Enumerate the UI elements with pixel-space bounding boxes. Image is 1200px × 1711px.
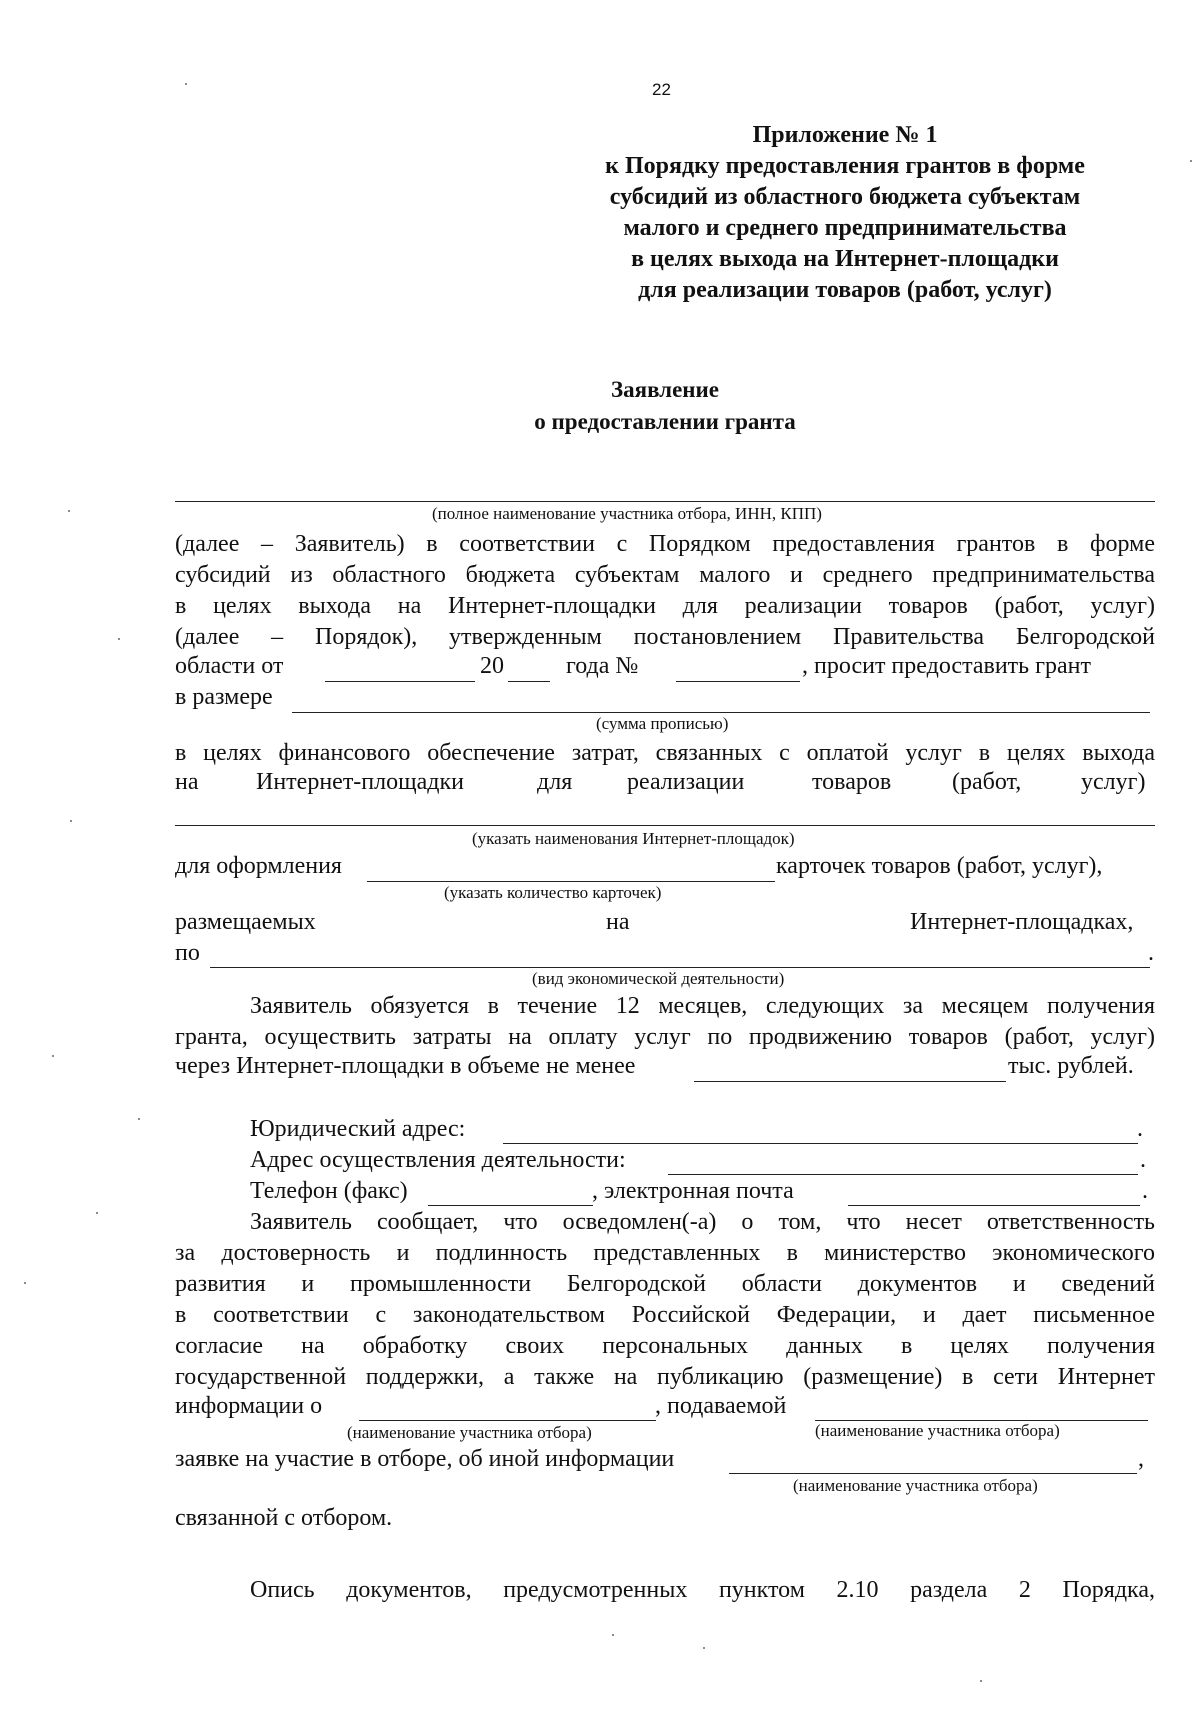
scan-speck <box>52 1055 54 1057</box>
appendix-line: субсидий из областного бюджета субъектам <box>609 184 1081 210</box>
text-fragment: области от <box>175 653 284 679</box>
activity-address-label: Адрес осуществления деятельности: <box>250 1147 626 1173</box>
legal-address-label: Юридический адрес: <box>250 1116 466 1142</box>
text-fragment: , подаваемой <box>655 1393 787 1419</box>
text-line: гранта, осуществить затраты на оплату услуг по продвижению товаров (работ, услуг) <box>175 1024 1155 1050</box>
text-fragment: связанной с отбором. <box>175 1505 393 1531</box>
activity-blank <box>210 967 1150 968</box>
text-line: в соответствии с законодательством Российской Федерации, и дает письменное <box>175 1302 1155 1328</box>
text-fragment: информации о <box>175 1393 323 1419</box>
text-line: субсидий из областного бюджета субъектам малого и среднего предпринимательства <box>175 562 1155 588</box>
page-number: 22 <box>652 80 671 99</box>
text-fragment: тыс. рублей. <box>1008 1053 1134 1079</box>
word: услуг) <box>1081 769 1146 795</box>
text-line: (далее – Заявитель) в соответствии с Порядком предоставления грантов в форме <box>175 531 1155 557</box>
text-fragment: по <box>175 940 200 966</box>
word: (работ, <box>952 769 1022 795</box>
other-info-blank <box>729 1473 1137 1474</box>
appendix-line: в целях выхода на Интернет-площадки <box>631 246 1059 272</box>
sum-blank <box>292 712 1150 713</box>
appendix-line: к Порядку предоставления грантов в форме <box>605 153 1085 179</box>
text-fragment: года № <box>566 653 639 679</box>
word: товаров <box>812 769 892 795</box>
document-title: Заявление <box>610 377 720 402</box>
text-fragment: , <box>1138 1446 1144 1472</box>
scan-speck <box>96 1212 98 1214</box>
text-fragment: на <box>606 909 630 935</box>
scan-speck <box>980 1680 982 1682</box>
text-line: государственной поддержки, а также на публикацию (размещение) в сети Интернет <box>175 1364 1155 1390</box>
text-line: развития и промышленности Белгородской области документов и сведений <box>175 1271 1155 1297</box>
text-line: Опись документов, предусмотренных пунктом 2.10 раздела 2 Порядка, <box>250 1577 1155 1603</box>
sum-caption: (сумма прописью) <box>596 714 729 733</box>
participant-name-blank <box>359 1420 656 1421</box>
platforms-blank <box>175 825 1155 826</box>
text-fragment: в размере <box>175 684 273 710</box>
scan-speck <box>138 1118 140 1120</box>
scan-speck <box>703 1647 705 1649</box>
participant-caption: (полное наименование участника отбора, ИНН, КПП) <box>432 504 822 523</box>
participant-name-caption: (наименование участника отбора) <box>793 1476 1038 1495</box>
number-blank <box>676 681 800 682</box>
text-fragment: , просит предоставить грант <box>802 653 1091 679</box>
amount-blank <box>694 1081 1006 1082</box>
cards-count-blank <box>367 881 775 882</box>
scan-speck <box>185 83 187 85</box>
scan-speck <box>1190 160 1192 162</box>
year-blank <box>508 681 550 682</box>
appendix-header <box>540 120 1150 306</box>
text-fragment: Интернет-площадках, <box>910 909 1134 935</box>
text-fragment: . <box>1140 1147 1146 1173</box>
phone-field <box>428 1205 593 1206</box>
legal-address-field <box>503 1143 1138 1144</box>
word: на <box>175 769 199 795</box>
appendix-line: для реализации товаров (работ, услуг) <box>638 277 1052 303</box>
activity-caption: (вид экономической деятельности) <box>532 969 785 988</box>
document-subtitle: о предоставлении гранта <box>534 409 796 434</box>
email-label: , электронная почта <box>592 1178 794 1204</box>
year-prefix: 20 <box>480 653 504 679</box>
participant-name-line <box>175 501 1155 502</box>
appendix-line: малого и среднего предпринимательства <box>623 215 1067 241</box>
scan-speck <box>70 820 72 822</box>
text-fragment: . <box>1148 940 1154 966</box>
text-fragment: карточек товаров (работ, услуг), <box>776 853 1103 879</box>
text-fragment: . <box>1142 1178 1148 1204</box>
word: для <box>537 769 573 795</box>
text-fragment: . <box>1137 1116 1143 1142</box>
scan-speck <box>24 1282 26 1284</box>
text-fragment: через Интернет-площадки в объеме не менее <box>175 1053 636 1079</box>
participant-name-caption: (наименование участника отбора) <box>347 1423 592 1442</box>
email-field <box>848 1205 1140 1206</box>
appendix-line: Приложение № 1 <box>752 122 938 148</box>
word: реализации <box>627 769 745 795</box>
scan-speck <box>118 638 120 640</box>
platforms-caption: (указать наименования Интернет-площадок) <box>472 829 795 848</box>
scan-speck <box>68 510 70 512</box>
participant-name-caption: (наименование участника отбора) <box>815 1421 1060 1440</box>
text-fragment: размещаемых <box>175 909 316 935</box>
text-fragment: заявке на участие в отборе, об иной информации <box>175 1446 675 1472</box>
text-line: в целях выхода на Интернет-площадки для реализации товаров (работ, услуг) <box>175 593 1155 619</box>
text-line: за достоверность и подлинность представленных в министерство экономического <box>175 1240 1155 1266</box>
date-blank <box>325 681 475 682</box>
activity-address-field <box>668 1174 1138 1175</box>
text-fragment: для оформления <box>175 853 342 879</box>
text-line-spaced <box>175 769 1155 799</box>
word: Интернет-площадки <box>256 769 464 795</box>
scan-speck <box>612 1634 614 1636</box>
text-line: Заявитель сообщает, что осведомлен(-а) о том, что несет ответственность <box>250 1209 1155 1235</box>
text-line: в целях финансового обеспечение затрат, связанных с оплатой услуг в целях выхода <box>175 740 1155 766</box>
phone-label: Телефон (факс) <box>250 1178 408 1204</box>
cards-count-caption: (указать количество карточек) <box>444 883 662 902</box>
text-line: (далее – Порядок), утвержденным постановлением Правительства Белгородской <box>175 624 1155 650</box>
text-line: согласие на обработку своих персональных данных в целях получения <box>175 1333 1155 1359</box>
text-line: Заявитель обязуется в течение 12 месяцев, следующих за месяцем получения <box>250 993 1155 1019</box>
